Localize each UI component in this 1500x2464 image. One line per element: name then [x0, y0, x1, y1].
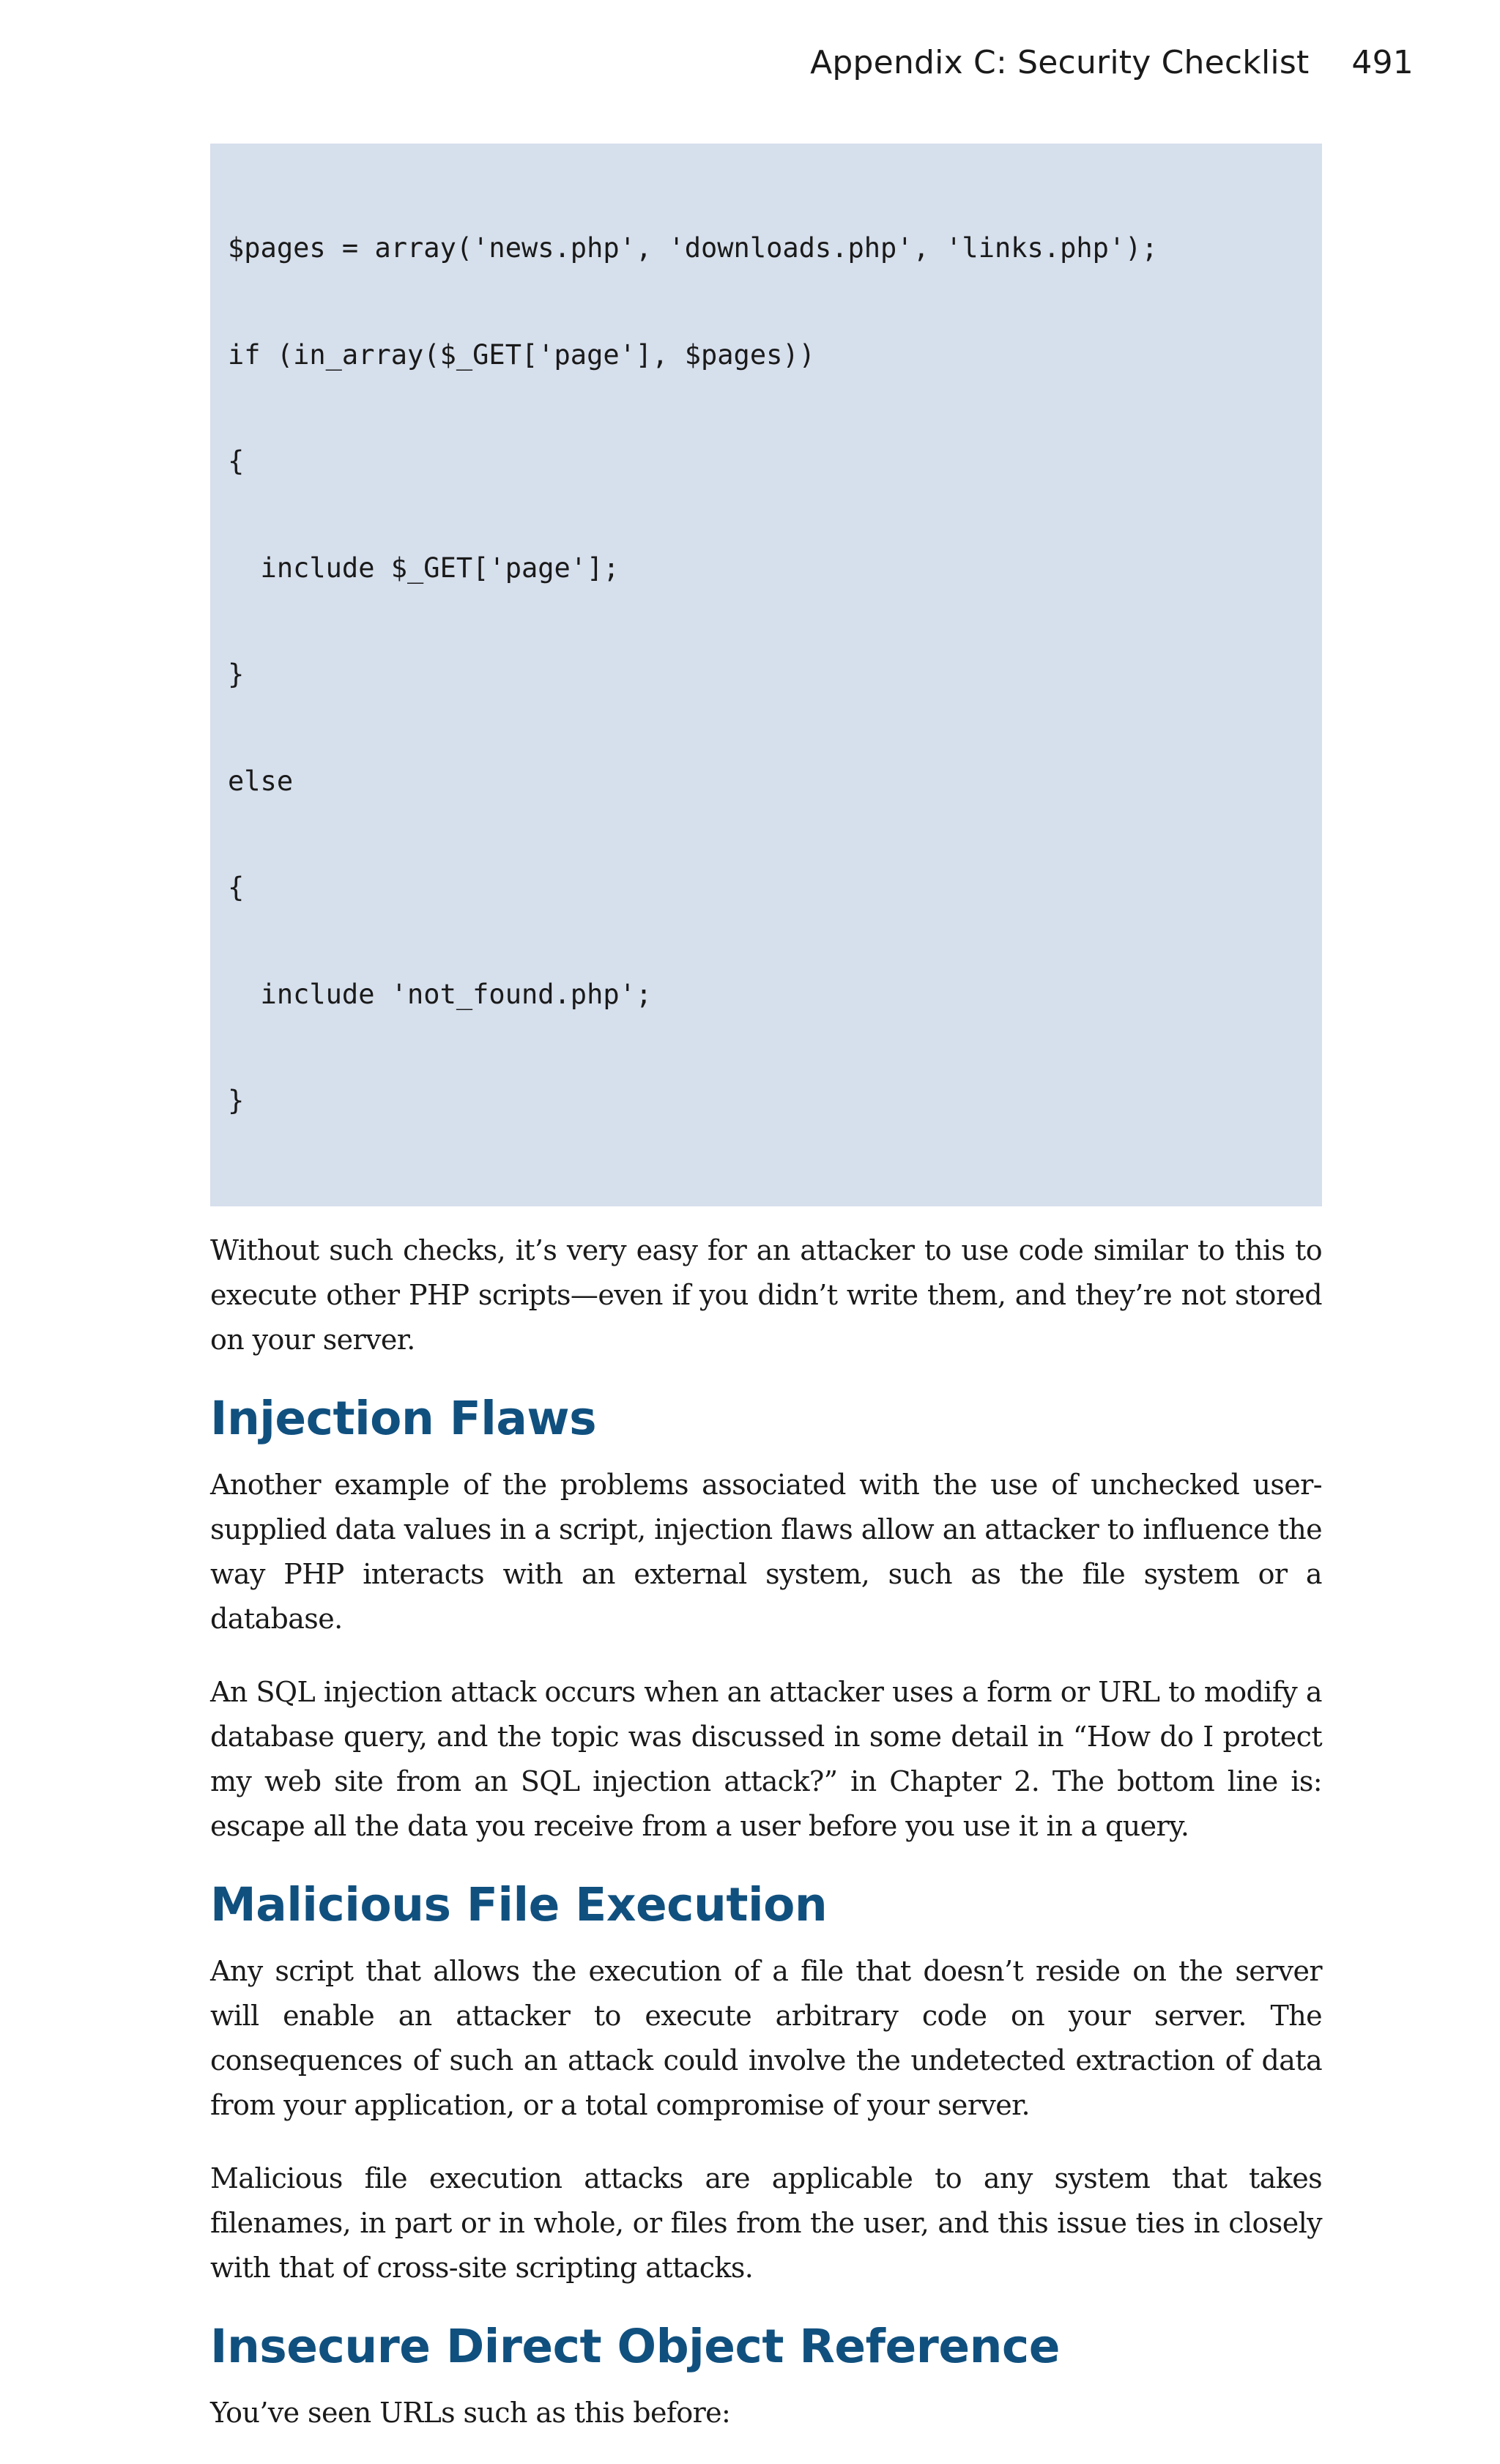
- body-paragraph: Malicious file execution attacks are applicable to any system that takes filenames, in part or in whole, or files from the user, and this issue ties in closely with that of cross-site scripting attacks.: [210, 2161, 1322, 2284]
- code-line: include 'not_found.php';: [228, 978, 653, 1010]
- running-head-title: Appendix C: Security Checklist: [810, 44, 1310, 81]
- body-paragraph: Any script that allows the execution of a file that doesn’t reside on the server will enable an attacker to execute arbitrary code on your server. The consequences of such an attack could involve the undetected extraction of data from your application, or a total compromise of your server.: [210, 1954, 1322, 2121]
- section-heading-insecure-direct-object-reference: Insecure Direct Object Reference: [210, 2319, 1060, 2373]
- code-line: {: [228, 445, 245, 477]
- page-content: [210, 144, 1322, 2464]
- page-number: 491: [1351, 44, 1414, 81]
- running-head: [810, 44, 1414, 81]
- body-paragraph: Another example of the problems associated with the use of unchecked user-supplied data values in a script, injection flaws allow an attacker to influence the way PHP interacts with an external system, such as the file system or a database.: [210, 1468, 1322, 1635]
- section-heading-malicious-file-execution: Malicious File Execution: [210, 1877, 828, 1932]
- code-line: if (in_array($_GET['page'], $pages)): [228, 338, 815, 371]
- body-paragraph: Without such checks, it’s very easy for an attacker to use code similar to this to execute other PHP scripts—even if you didn’t write them, and they’re not stored on your server.: [210, 1233, 1322, 1356]
- code-line: include $_GET['page'];: [228, 552, 620, 584]
- code-line: }: [228, 658, 245, 690]
- code-line: else: [228, 765, 294, 797]
- code-line: {: [228, 872, 245, 903]
- body-paragraph: An SQL injection attack occurs when an attacker uses a form or URL to modify a database query, and the topic was discussed in some detail in “How do I protect my web site from an SQL injection attack?” in Chapter 2. The bottom line is: escape all the data you receive from a user before you use it in a query.: [210, 1675, 1322, 1842]
- code-line: }: [228, 1085, 245, 1116]
- code-line: $pages = array('news.php', 'downloads.php', 'links.php');: [228, 232, 1158, 264]
- body-paragraph: You’ve seen URLs such as this before:: [210, 2396, 731, 2429]
- code-listing: [210, 144, 1322, 1206]
- section-heading-injection-flaws: Injection Flaws: [210, 1391, 597, 1445]
